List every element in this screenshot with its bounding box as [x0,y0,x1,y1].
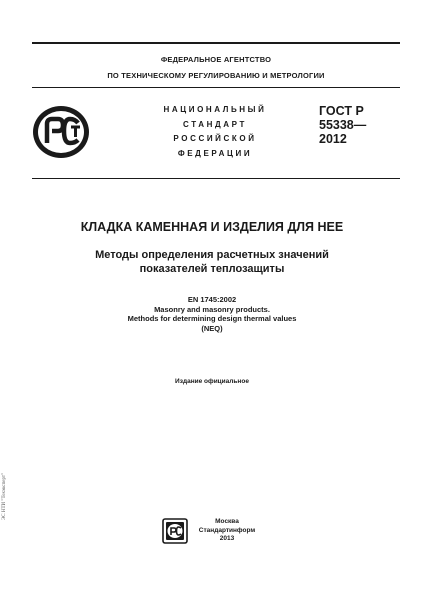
en-title-line-1: Masonry and masonry products. [154,304,270,314]
equivalence-block [60,295,364,333]
sidebar-watermark-note: ЭС НТИ "Техэксперт" [2,472,7,520]
en-title-line-2: Methods for determining design thermal values [127,314,297,323]
agency-line-2: ПО ТЕХНИЧЕСКОМУ РЕГУЛИРОВАНИЮ И МЕТРОЛОГИИ [107,71,325,80]
national-line-4: ФЕДЕРАЦИИ [177,148,253,158]
national-line-3: РОССИЙСКОЙ [173,134,257,143]
gost-line-2: 55338— [319,118,367,132]
publisher-name: Стандартинформ [198,526,256,534]
document-subtitle-2: показателей теплозащиты [139,263,285,275]
agency-line-1: ФЕДЕРАЛЬНОЕ АГЕНТСТВО [160,55,272,64]
en-standard-number: EN 1745:2002 [187,295,237,304]
publisher-block [192,518,262,544]
national-line-1: НАЦИОНАЛЬНЫЙ [163,105,267,114]
header-rule [32,87,400,88]
standartinform-logo [162,518,188,544]
document-subtitle-1: Методы определения расчетных значений [95,249,329,261]
gost-line-3: 2012 [319,132,347,146]
en-equivalence-degree: (NEQ) [201,323,223,333]
edition-label: Издание официальное [175,378,249,385]
gost-line-1: ГОСТ Р [319,104,364,118]
document-title: КЛАДКА КАМЕННАЯ И ИЗДЕЛИЯ ДЛЯ НЕЕ [80,220,344,234]
gost-r-logo [31,104,91,160]
national-standard-label [150,103,280,161]
section-rule [32,178,400,179]
top-rule-thick [32,42,400,44]
publisher-year: 2013 [219,535,235,542]
publisher-city: Москва [215,518,239,525]
national-line-2: СТАНДАРТ [183,119,247,129]
gost-number [319,104,366,146]
